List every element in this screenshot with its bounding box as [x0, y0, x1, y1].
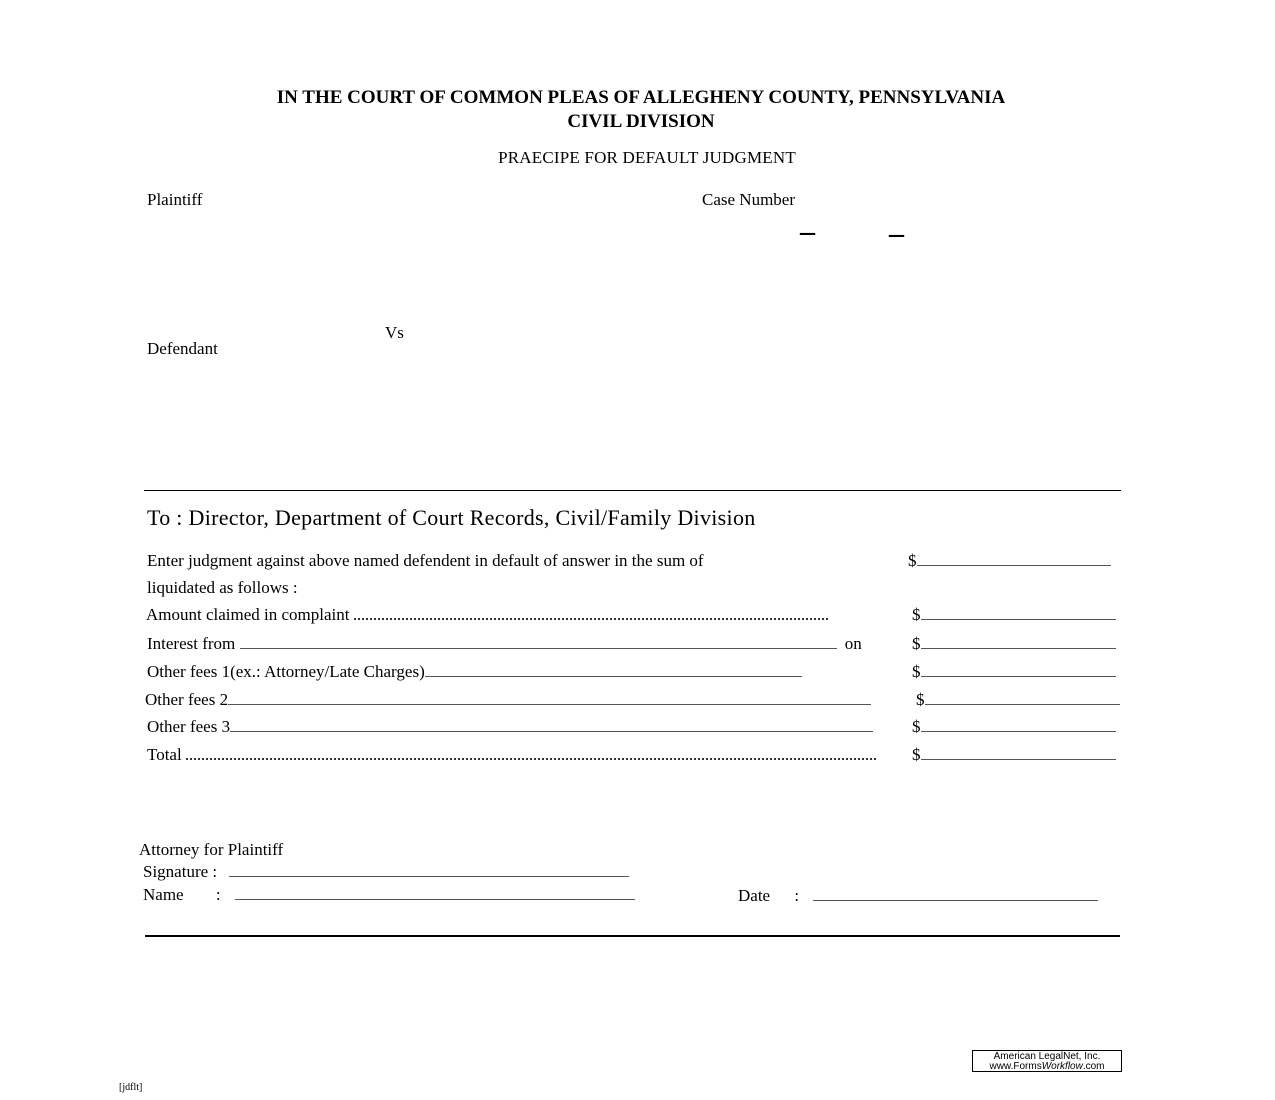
interest-from-blank[interactable] [240, 634, 837, 649]
logo-line-2 [973, 1062, 1121, 1072]
addressee-line: To : Director, Department of Court Records, Civil/Family Division [147, 505, 756, 530]
interest-amount-blank[interactable] [921, 634, 1116, 649]
other-fees-2-field[interactable] [916, 690, 1120, 710]
interest-field[interactable] [912, 634, 1116, 654]
section-divider [144, 490, 1121, 491]
other-fees-2-label: Other fees 2 [145, 690, 229, 709]
form-title: PRAECIPE FOR DEFAULT JUDGMENT [498, 148, 796, 167]
case-number-dash-2: – [889, 217, 904, 250]
defendant-label: Defendant [147, 339, 218, 358]
bottom-divider [145, 935, 1120, 937]
currency-symbol: $ [912, 745, 921, 764]
currency-symbol: $ [912, 605, 921, 624]
signature-label: Signature : [143, 862, 218, 881]
interest-on-label: on [844, 634, 862, 653]
name-label: Name [143, 885, 184, 904]
other-fees-3-row [147, 717, 873, 737]
total-label: Total [147, 745, 182, 764]
vs-label: Vs [385, 323, 404, 342]
other-fees-1-row [147, 662, 802, 682]
americanlegalnet-logo [972, 1050, 1122, 1072]
total-field[interactable] [912, 745, 1116, 765]
leader-dots [354, 606, 828, 620]
enter-judgment-label: Enter judgment against above named defendent in default of answer in the sum of [147, 551, 704, 570]
currency-symbol: $ [908, 551, 917, 570]
logo-line-2-italic: Workflow [1041, 1061, 1083, 1072]
other-fees-1-field[interactable] [912, 662, 1116, 682]
form-code: [jdflt] [119, 1082, 143, 1093]
other-fees-3-desc-blank[interactable] [230, 717, 873, 732]
other-fees-1-blank[interactable] [921, 662, 1116, 677]
amount-claimed-row [146, 605, 828, 625]
leader-dots [186, 746, 876, 760]
name-blank[interactable] [235, 885, 635, 900]
date-colon: : [794, 886, 800, 905]
total-row [147, 745, 876, 765]
other-fees-3-label: Other fees 3 [147, 717, 231, 736]
other-fees-2-desc-blank[interactable] [228, 690, 871, 705]
amount-claimed-field[interactable] [912, 605, 1116, 625]
other-fees-3-field[interactable] [912, 717, 1116, 737]
total-blank[interactable] [921, 745, 1116, 760]
date-row [738, 886, 1098, 906]
amount-claimed-blank[interactable] [921, 605, 1116, 620]
other-fees-1-label: Other fees 1(ex.: Attorney/Late Charges) [147, 662, 425, 681]
other-fees-2-row [145, 690, 871, 710]
case-number-dash-1: – [800, 215, 815, 248]
date-label: Date [738, 886, 771, 905]
logo-line-2-prefix: www.Forms [989, 1061, 1042, 1072]
logo-line-1: American LegalNet, Inc. [993, 1051, 1101, 1062]
name-colon: : [215, 885, 221, 904]
interest-from-label: Interest from [147, 634, 236, 653]
division-heading: CIVIL DIVISION [567, 111, 715, 132]
enter-judgment-text [147, 551, 704, 571]
plaintiff-label: Plaintiff [147, 190, 203, 209]
signature-blank[interactable] [229, 862, 629, 877]
currency-symbol: $ [912, 717, 921, 736]
logo-line-2-suffix: .com [1082, 1061, 1105, 1072]
other-fees-1-desc-blank[interactable] [425, 662, 802, 677]
liquidated-text: liquidated as follows : [147, 578, 298, 597]
judgment-sum-field[interactable] [908, 551, 1111, 571]
name-row [143, 885, 635, 905]
interest-row [147, 634, 862, 654]
other-fees-3-blank[interactable] [921, 717, 1116, 732]
currency-symbol: $ [912, 634, 921, 653]
date-blank[interactable] [813, 886, 1098, 901]
court-heading: IN THE COURT OF COMMON PLEAS OF ALLEGHENY COUNTY, PENNSYLVANIA [276, 87, 1006, 108]
currency-symbol: $ [912, 662, 921, 681]
attorney-heading: Attorney for Plaintiff [139, 840, 284, 859]
judgment-sum-blank[interactable] [917, 551, 1111, 566]
currency-symbol: $ [916, 690, 925, 709]
amount-claimed-label: Amount claimed in complaint [146, 605, 350, 624]
signature-row [143, 862, 629, 882]
other-fees-2-blank[interactable] [925, 690, 1120, 705]
case-number-label: Case Number [702, 190, 796, 209]
